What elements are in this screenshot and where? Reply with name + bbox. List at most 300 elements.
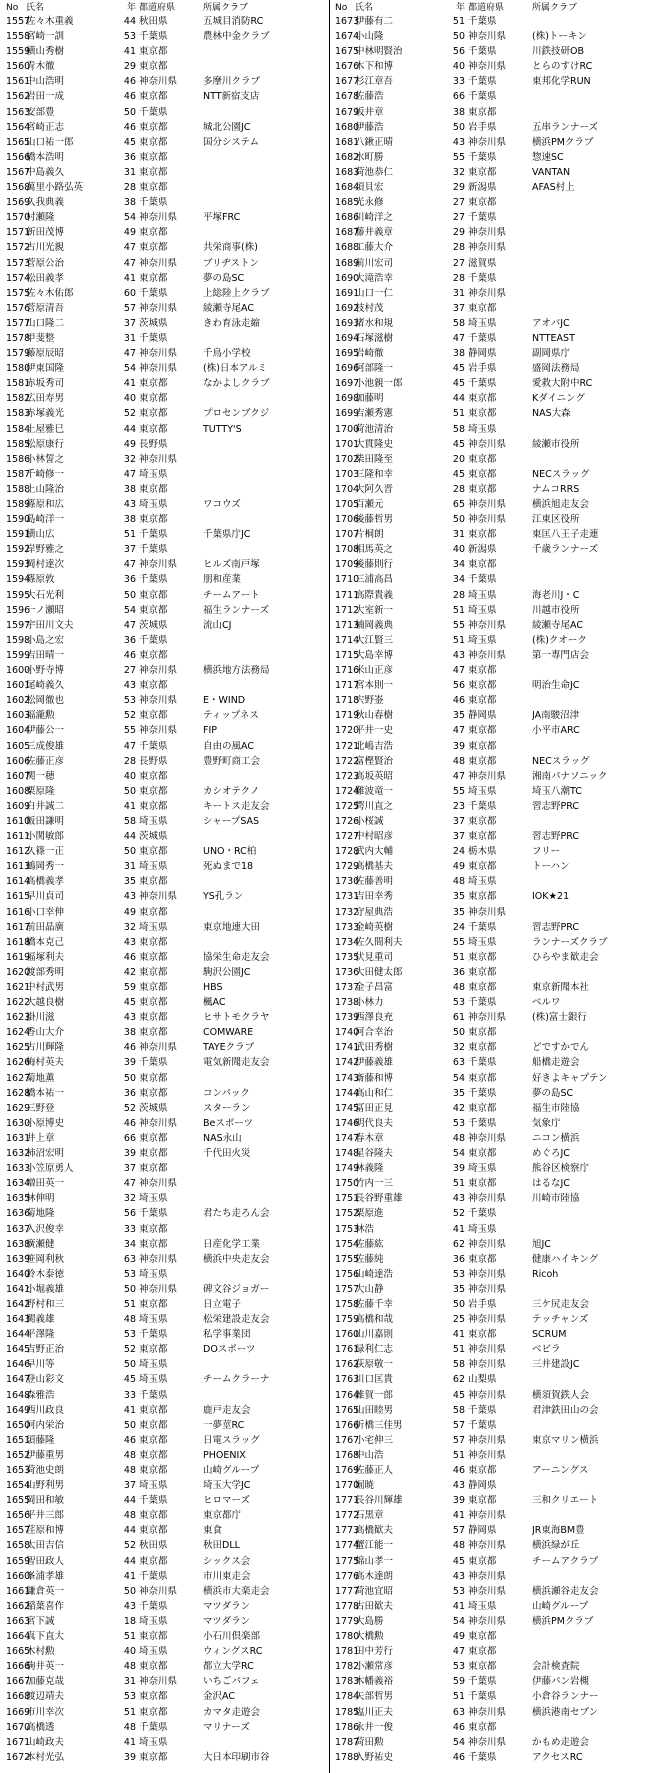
cell-no: 1700	[335, 423, 360, 435]
table-row	[0, 1523, 329, 1538]
cell-prefecture: 千葉県	[468, 151, 497, 163]
table-row	[0, 1282, 329, 1297]
cell-club: ブリヂストン	[203, 257, 260, 269]
cell-no: 1767	[335, 1434, 360, 1446]
cell-name: 高橋歓夫	[355, 1525, 394, 1537]
cell-no: 1613	[6, 861, 31, 873]
table-row	[329, 135, 658, 150]
cell-no: 1769	[335, 1465, 360, 1476]
cell-prefecture: 東京都	[468, 408, 497, 420]
cell-club: JR東海BM豊	[532, 1525, 585, 1537]
cell-name: 岸野雅之	[26, 544, 65, 556]
cell-no: 1679	[335, 106, 360, 118]
cell-no: 1668	[6, 1691, 31, 1703]
cell-prefecture: 千葉県	[139, 634, 168, 646]
cell-club: 秋田DLL	[203, 1540, 240, 1552]
cell-name: 小桜誠	[355, 815, 384, 827]
table-row	[329, 1101, 658, 1116]
header-age: 年	[126, 3, 136, 13]
cell-name: 村瀬隆	[26, 212, 55, 224]
cell-age: 57	[452, 1419, 465, 1431]
cell-age: 35	[452, 710, 465, 722]
table-row	[329, 105, 658, 120]
cell-age: 44	[123, 1555, 136, 1567]
cell-club: ヒサトモクラヤ	[203, 1012, 270, 1024]
table-row	[329, 1403, 658, 1418]
table-row	[329, 1584, 658, 1599]
cell-name: 大橋勲	[355, 1631, 384, 1643]
table-row	[329, 422, 658, 437]
cell-name: 木村勲	[26, 1646, 55, 1658]
cell-prefecture: 静岡県	[468, 1525, 497, 1537]
cell-name: 鈴木泰徳	[26, 1268, 65, 1280]
table-row	[329, 150, 658, 165]
cell-prefecture: 神奈川県	[139, 1117, 178, 1129]
cell-name: 福塚利夫	[26, 951, 65, 963]
cell-name: 荏原和博	[26, 1525, 65, 1537]
cell-name: 星谷隆夫	[355, 1148, 394, 1160]
cell-prefecture: 東京都	[139, 906, 168, 918]
cell-name: 竹内一三	[355, 1178, 394, 1190]
table-row	[329, 1674, 658, 1689]
cell-no: 1670	[6, 1721, 31, 1733]
cell-name: 松岡徹也	[26, 695, 65, 707]
cell-age: 40	[123, 393, 136, 405]
cell-prefecture: 千葉県	[468, 212, 497, 224]
cell-prefecture: 埼玉県	[139, 861, 168, 873]
cell-age: 44	[123, 1525, 136, 1537]
cell-prefecture: 埼玉県	[468, 634, 497, 646]
cell-name: 中村武男	[26, 982, 65, 993]
cell-no: 1752	[335, 1208, 360, 1220]
cell-no: 1653	[6, 1465, 31, 1476]
table-row	[329, 1433, 658, 1448]
cell-prefecture: 東京都	[468, 740, 497, 752]
table-row	[0, 769, 329, 784]
cell-prefecture: 神奈川県	[139, 302, 178, 314]
cell-name: 小林誓之	[26, 453, 65, 465]
cell-prefecture: 千葉県	[139, 287, 168, 299]
table-row	[0, 1297, 329, 1312]
cell-no: 1745	[335, 1102, 360, 1114]
cell-age: 57	[452, 1525, 465, 1537]
cell-no: 1682	[335, 151, 360, 163]
cell-prefecture: 東京都	[468, 695, 497, 707]
cell-age: 61	[452, 1012, 465, 1024]
cell-age: 38	[452, 106, 465, 118]
cell-age: 40	[452, 544, 465, 556]
cell-prefecture: 東京都	[468, 951, 497, 963]
cell-no: 1774	[335, 1540, 360, 1552]
cell-club: IOK★21	[532, 891, 570, 903]
cell-prefecture: 神奈川県	[468, 499, 507, 510]
cell-prefecture: 千葉県	[468, 1057, 497, 1069]
cell-name: 久篠一正	[26, 846, 65, 858]
cell-prefecture: 東京都	[468, 1027, 497, 1039]
cell-name: 藤原辰昭	[26, 348, 65, 360]
cell-no: 1651	[6, 1434, 31, 1446]
cell-prefecture: 神奈川県	[468, 1540, 507, 1552]
cell-prefecture: 東京都	[139, 604, 168, 616]
cell-club: 横浜港南セブン	[532, 1706, 599, 1718]
cell-no: 1738	[335, 997, 360, 1009]
cell-age: 54	[452, 1736, 465, 1748]
table-row	[329, 1372, 658, 1387]
table-row	[0, 391, 329, 406]
cell-name: 中村昭彦	[355, 831, 394, 843]
table-row	[0, 889, 329, 904]
cell-age: 46	[123, 649, 136, 661]
cell-no: 1748	[335, 1148, 360, 1160]
table-row	[0, 1176, 329, 1191]
cell-club: ベビラ	[532, 1344, 561, 1356]
cell-name: 林浩	[355, 1223, 375, 1235]
cell-age: 43	[452, 136, 465, 148]
cell-prefecture: 山梨県	[468, 1374, 497, 1386]
cell-prefecture: 神奈川県	[468, 770, 507, 782]
cell-no: 1766	[335, 1419, 360, 1431]
cell-no: 1605	[6, 740, 31, 752]
table-row	[329, 572, 658, 587]
cell-prefecture: 埼玉県	[139, 499, 168, 510]
cell-name: 三隆和幸	[355, 468, 394, 480]
cell-name: 香山大介	[26, 1027, 65, 1039]
cell-age: 47	[452, 1646, 465, 1658]
cell-club: コンパック	[203, 1087, 250, 1099]
cell-prefecture: 東京都	[468, 1178, 497, 1190]
cell-no: 1686	[335, 212, 360, 224]
cell-no: 1655	[6, 1495, 31, 1507]
cell-prefecture: 東京都	[139, 378, 168, 390]
cell-name: 菅原清吾	[26, 302, 65, 314]
cell-no: 1770	[335, 1480, 360, 1492]
cell-prefecture: 埼玉県	[468, 936, 497, 948]
table-row	[329, 648, 658, 663]
cell-name: 大山静	[355, 1283, 384, 1295]
table-row	[329, 437, 658, 452]
cell-name: 橋本克己	[26, 936, 65, 948]
cell-club: Kダイニング	[532, 393, 585, 405]
cell-no: 1723	[335, 770, 360, 782]
table-row	[329, 829, 658, 844]
cell-age: 28	[123, 755, 136, 767]
cell-no: 1626	[6, 1057, 31, 1069]
cell-age: 34	[452, 559, 465, 571]
cell-prefecture: 東京都	[139, 1661, 168, 1673]
cell-club: シャープSAS	[203, 815, 260, 827]
cell-age: 41	[123, 1404, 136, 1416]
cell-age: 48	[123, 1465, 136, 1476]
cell-name: 宮崎一訓	[26, 31, 65, 43]
cell-name: 高橋基夫	[355, 861, 394, 873]
cell-no: 1629	[6, 1102, 31, 1114]
cell-prefecture: 東京都	[139, 393, 168, 405]
cell-name: 加藤克哉	[26, 1676, 65, 1688]
header-no: No	[6, 3, 19, 13]
cell-name: 甲斐整	[26, 332, 55, 344]
cell-prefecture: 東京都	[139, 1344, 168, 1356]
cell-age: 41	[123, 1736, 136, 1748]
cell-club: マツダラン	[203, 1600, 251, 1612]
cell-name: 増田英一	[26, 1178, 65, 1190]
cell-age: 55	[452, 785, 465, 797]
table-row	[0, 1357, 329, 1372]
left-table-body	[0, 14, 329, 1765]
table-row	[0, 905, 329, 920]
cell-no: 1708	[335, 544, 360, 556]
table-row	[0, 1463, 329, 1478]
cell-name: 川崎洋之	[355, 212, 394, 224]
cell-no: 1743	[335, 1072, 360, 1084]
cell-age: 52	[123, 1344, 136, 1356]
cell-name: 小原博史	[26, 1117, 65, 1129]
cell-name: 吉田晴一	[26, 649, 65, 661]
cell-no: 1701	[335, 438, 360, 450]
table-row	[0, 1101, 329, 1116]
cell-name: 早川貞司	[26, 891, 65, 903]
cell-no: 1563	[6, 106, 31, 118]
cell-prefecture: 千葉県	[468, 16, 497, 27]
cell-prefecture: 神奈川県	[139, 1283, 178, 1295]
cell-name: 渡辺靖夫	[26, 1691, 65, 1703]
cell-no: 1689	[335, 257, 360, 269]
table-row	[0, 210, 329, 225]
cell-no: 1703	[335, 468, 360, 480]
cell-prefecture: 東京都	[139, 1631, 168, 1643]
table-row	[329, 1191, 658, 1206]
cell-name: 横山秀樹	[26, 46, 65, 58]
cell-age: 46	[123, 1042, 136, 1054]
cell-no: 1650	[6, 1419, 31, 1431]
table-row	[0, 105, 329, 120]
table-row	[0, 1116, 329, 1131]
cell-age: 56	[123, 1208, 136, 1220]
table-row	[0, 331, 329, 346]
cell-prefecture: 千葉県	[139, 1389, 168, 1401]
cell-no: 1639	[6, 1253, 31, 1265]
cell-prefecture: 神奈川県	[139, 257, 178, 269]
cell-age: 66	[123, 1132, 136, 1144]
cell-name: 渡部秀明	[26, 966, 65, 978]
cell-age: 50	[123, 1585, 136, 1597]
table-row	[329, 663, 658, 678]
cell-age: 32	[123, 453, 136, 465]
right-table-body	[329, 14, 658, 1765]
cell-no: 1637	[6, 1223, 31, 1235]
cell-club: ナムコRRS	[532, 483, 580, 495]
cell-prefecture: 東京都	[468, 1148, 497, 1160]
table-row	[0, 1689, 329, 1704]
table-row	[0, 663, 329, 678]
cell-prefecture: 神奈川県	[139, 559, 178, 571]
cell-age: 51	[123, 529, 136, 541]
table-row	[329, 889, 658, 904]
cell-age: 40	[123, 1646, 136, 1658]
cell-age: 33	[123, 1223, 136, 1235]
cell-prefecture: 岩手県	[468, 121, 497, 133]
cell-no: 1594	[6, 574, 31, 586]
cell-prefecture: 東京都	[139, 770, 168, 782]
table-row	[0, 1191, 329, 1206]
cell-prefecture: 神奈川県	[468, 1706, 507, 1718]
cell-prefecture: 秋田県	[139, 16, 168, 27]
table-row	[0, 1252, 329, 1267]
cell-prefecture: 東京都	[468, 393, 497, 405]
cell-name: 関一穂	[26, 770, 55, 782]
cell-age: 45	[452, 363, 465, 375]
cell-prefecture: 神奈川県	[468, 1012, 507, 1024]
cell-prefecture: 神奈川県	[468, 1359, 507, 1371]
cell-age: 45	[452, 1555, 465, 1567]
cell-club: E・WIND	[203, 695, 246, 707]
cell-prefecture: 千葉県	[468, 46, 497, 58]
cell-club: テッチャンズ	[532, 1314, 589, 1326]
cell-prefecture: 東京都	[139, 408, 168, 420]
cell-no: 1598	[6, 634, 31, 646]
cell-prefecture: 千葉県	[139, 31, 168, 43]
cell-name: 伊藤義雄	[355, 1057, 394, 1069]
cell-name: 森雅浩	[26, 1389, 55, 1401]
cell-name: 永井一俊	[355, 1721, 394, 1733]
table-row	[329, 603, 658, 618]
cell-name: 光永修	[355, 197, 384, 209]
cell-prefecture: 東京都	[468, 861, 497, 873]
cell-no: 1638	[6, 1238, 31, 1250]
cell-club: UNO・RC柏	[203, 846, 257, 858]
cell-name: 横山広	[26, 529, 55, 541]
cell-name: 小瀬常彦	[355, 1661, 394, 1673]
cell-prefecture: 神奈川県	[468, 227, 507, 239]
cell-age: 54	[452, 1148, 465, 1160]
table-row	[329, 1523, 658, 1538]
cell-name: 宇田川文夫	[26, 619, 74, 631]
cell-age: 48	[452, 876, 465, 888]
cell-prefecture: 千葉県	[468, 1087, 497, 1099]
table-row	[0, 859, 329, 874]
table-row	[329, 723, 658, 738]
cell-name: 萬里小路弘英	[26, 182, 84, 194]
cell-no: 1619	[6, 951, 31, 963]
cell-no: 1771	[335, 1495, 360, 1507]
cell-no: 1734	[335, 936, 360, 948]
table-row	[329, 1071, 658, 1086]
cell-club: 横浜市大楽走会	[203, 1585, 270, 1597]
table-row	[0, 225, 329, 240]
cell-no: 1728	[335, 846, 360, 858]
cell-no: 1623	[6, 1012, 31, 1024]
table-row	[0, 1614, 329, 1629]
cell-name: 阿部隆一	[355, 363, 394, 375]
cell-age: 39	[123, 1751, 136, 1763]
table-row	[329, 331, 658, 346]
cell-name: 山田睦男	[355, 1404, 394, 1416]
cell-name: 工藤大介	[355, 242, 394, 254]
cell-age: 58	[452, 1359, 465, 1371]
cell-name: 平井一史	[355, 725, 394, 737]
table-row	[329, 784, 658, 799]
cell-age: 47	[452, 770, 465, 782]
cell-age: 49	[123, 227, 136, 239]
cell-no: 1646	[6, 1359, 31, 1371]
cell-no: 1564	[6, 121, 31, 133]
cell-club: 日産化学工業	[203, 1238, 261, 1250]
cell-name: 大室新一	[355, 604, 394, 616]
cell-no: 1761	[335, 1344, 360, 1356]
table-row	[329, 1161, 658, 1176]
cell-name: 坂井章	[355, 106, 384, 118]
cell-no: 1684	[335, 182, 360, 194]
cell-prefecture: 神奈川県	[468, 1585, 507, 1597]
header-age: 年	[455, 3, 465, 13]
cell-club: 夢の島SC	[203, 272, 245, 284]
cell-no: 1559	[6, 46, 31, 58]
cell-name: 本村光弘	[26, 1751, 65, 1763]
cell-name: 小野寺博	[26, 665, 65, 677]
cell-prefecture: 東京都	[139, 1691, 168, 1703]
cell-name: 山口一仁	[355, 287, 394, 299]
cell-name: 荷池清治	[355, 423, 394, 435]
cell-club: 横浜緑が丘	[532, 1540, 580, 1552]
cell-no: 1754	[335, 1238, 360, 1250]
cell-age: 54	[123, 604, 136, 616]
cell-club: NAS永山	[203, 1132, 242, 1144]
cell-prefecture: 東京都	[468, 529, 497, 541]
cell-club: 横浜PMクラブ	[532, 136, 594, 148]
cell-name: 新田茂博	[26, 227, 65, 239]
cell-no: 1584	[6, 423, 31, 435]
cell-prefecture: 神奈川県	[139, 725, 178, 737]
cell-no: 1695	[335, 348, 360, 360]
cell-club: キートス走友会	[203, 800, 270, 812]
cell-club: NTT新宿支店	[203, 91, 260, 103]
cell-age: 38	[452, 348, 465, 360]
table-row	[329, 844, 658, 859]
cell-prefecture: 東京都	[139, 1510, 168, 1522]
table-row	[329, 1735, 658, 1750]
cell-no: 1719	[335, 710, 360, 722]
cell-age: 46	[123, 1117, 136, 1129]
cell-name: 鎌倉英一	[26, 1585, 65, 1597]
cell-no: 1750	[335, 1178, 360, 1190]
cell-prefecture: 神奈川県	[139, 212, 178, 224]
table-row	[0, 1237, 329, 1252]
cell-no: 1707	[335, 529, 360, 541]
table-row	[0, 1433, 329, 1448]
cell-no: 1604	[6, 725, 31, 737]
cell-prefecture: 岩手県	[468, 1298, 497, 1310]
table-row	[329, 120, 658, 135]
cell-prefecture: 埼玉県	[468, 317, 497, 329]
cell-club: 習志野PRC	[532, 831, 579, 843]
cell-prefecture: 静岡県	[468, 1480, 497, 1492]
table-row	[329, 1040, 658, 1055]
table-row	[329, 739, 658, 754]
cell-name: 篠原敦	[26, 574, 55, 586]
cell-age: 50	[123, 846, 136, 858]
cell-name: 林伸明	[26, 1193, 55, 1205]
cell-club: 日電スラッグ	[203, 1434, 260, 1446]
table-row	[0, 1538, 329, 1553]
cell-prefecture: 東京都	[139, 121, 168, 133]
cell-prefecture: 東京都	[139, 1525, 168, 1537]
cell-prefecture: 東京都	[468, 559, 497, 571]
cell-no: 1681	[335, 136, 360, 148]
cell-name: 大滝浩幸	[355, 272, 394, 284]
cell-no: 1717	[335, 680, 360, 692]
cell-prefecture: 東京都	[468, 1661, 497, 1673]
cell-name: 伊藤有二	[355, 16, 394, 27]
table-row	[0, 1312, 329, 1327]
